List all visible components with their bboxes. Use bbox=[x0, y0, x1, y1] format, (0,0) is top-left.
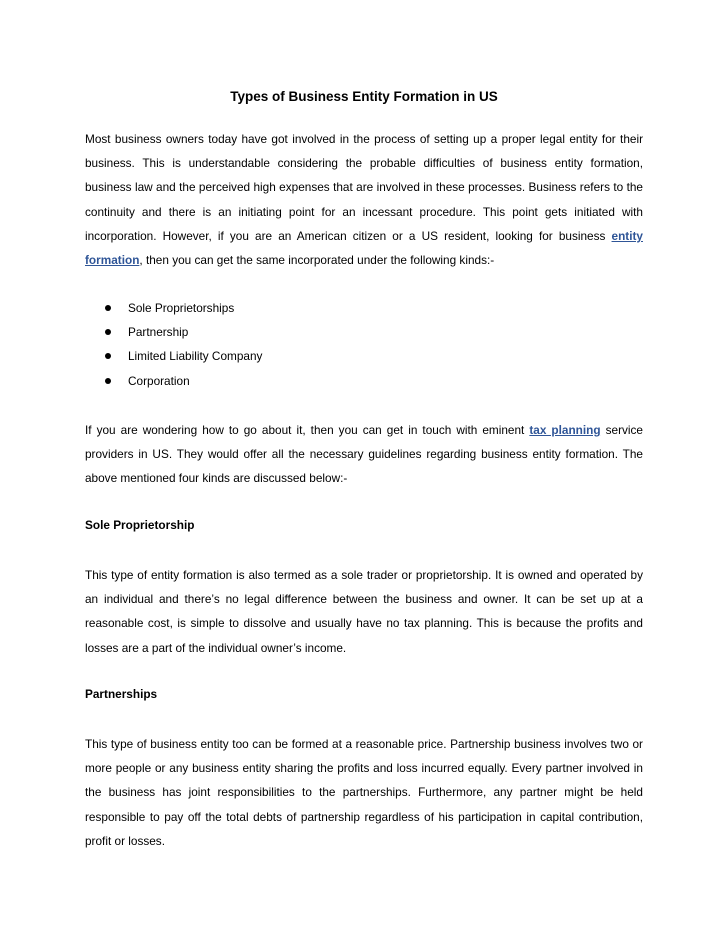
document-title: Types of Business Entity Formation in US bbox=[230, 89, 498, 104]
sole-proprietorship-paragraph: This type of entity formation is also termed as a sole trader or proprietorship. It is owned and operated by an individual and there’s no legal difference between the business and owner. It can be set up at a reasonable cost, is simple to dissolve and usually have no tax planning. This is because the profits and losses are a part of the individual owner’s income. bbox=[85, 568, 643, 655]
list-item bbox=[85, 373, 262, 397]
bullet-icon bbox=[105, 353, 111, 359]
list-item-label: Partnership bbox=[128, 325, 189, 340]
entity-formation-link[interactable]: entity formation bbox=[85, 228, 643, 268]
list-item bbox=[85, 324, 262, 348]
section-heading-partnerships: Partnerships bbox=[85, 687, 158, 701]
entity-types-list bbox=[85, 300, 262, 397]
bullet-icon bbox=[105, 329, 111, 335]
partnerships-paragraph: This type of business entity too can be formed at a reasonable price. Partnership business involves two or more people or any business entity sharing the profits and loss incurred equally. Every partner involved in the business has joint responsibilities to the partnerships. Furthermore, any partner might be held responsible to pay off the total debts of partnership regardless of his participation in capital contribution, profit or losses. bbox=[85, 737, 643, 848]
section-heading-sole-proprietorship: Sole Proprietorship bbox=[85, 518, 195, 532]
list-item-label: Corporation bbox=[128, 373, 190, 388]
list-item bbox=[85, 348, 262, 372]
bullet-icon bbox=[105, 378, 111, 384]
intro-text-start: Most business owners today have got involved in the process of setting up a proper legal entity for their business. This is understandable considering the probable difficulties of business entity formation, business law and the perceived high expenses that are involved in these processes. Business refers to the continuity and there is an initiating point for an incessant procedure. This point gets initiated with incorporation. However, if you are an American citizen or a US resident, looking for business bbox=[85, 132, 643, 243]
intro-text-end: , then you can get the same incorporated under the following kinds:- bbox=[139, 253, 495, 268]
list-item bbox=[85, 300, 262, 324]
bullet-icon bbox=[105, 305, 111, 311]
list-item-label: Sole Proprietorships bbox=[128, 301, 235, 315]
guidance-paragraph bbox=[85, 418, 643, 491]
list-item-label: Limited Liability Company bbox=[128, 349, 263, 364]
guidance-text-end: service providers in US. They would offer all the necessary guidelines regarding business entity formation. The above mentioned four kinds are discussed below:- bbox=[85, 423, 643, 486]
intro-paragraph bbox=[85, 127, 643, 272]
tax-planning-link[interactable]: tax planning bbox=[529, 423, 601, 437]
guidance-text-start: If you are wondering how to go about it, then you can get in touch with eminent bbox=[85, 423, 530, 437]
